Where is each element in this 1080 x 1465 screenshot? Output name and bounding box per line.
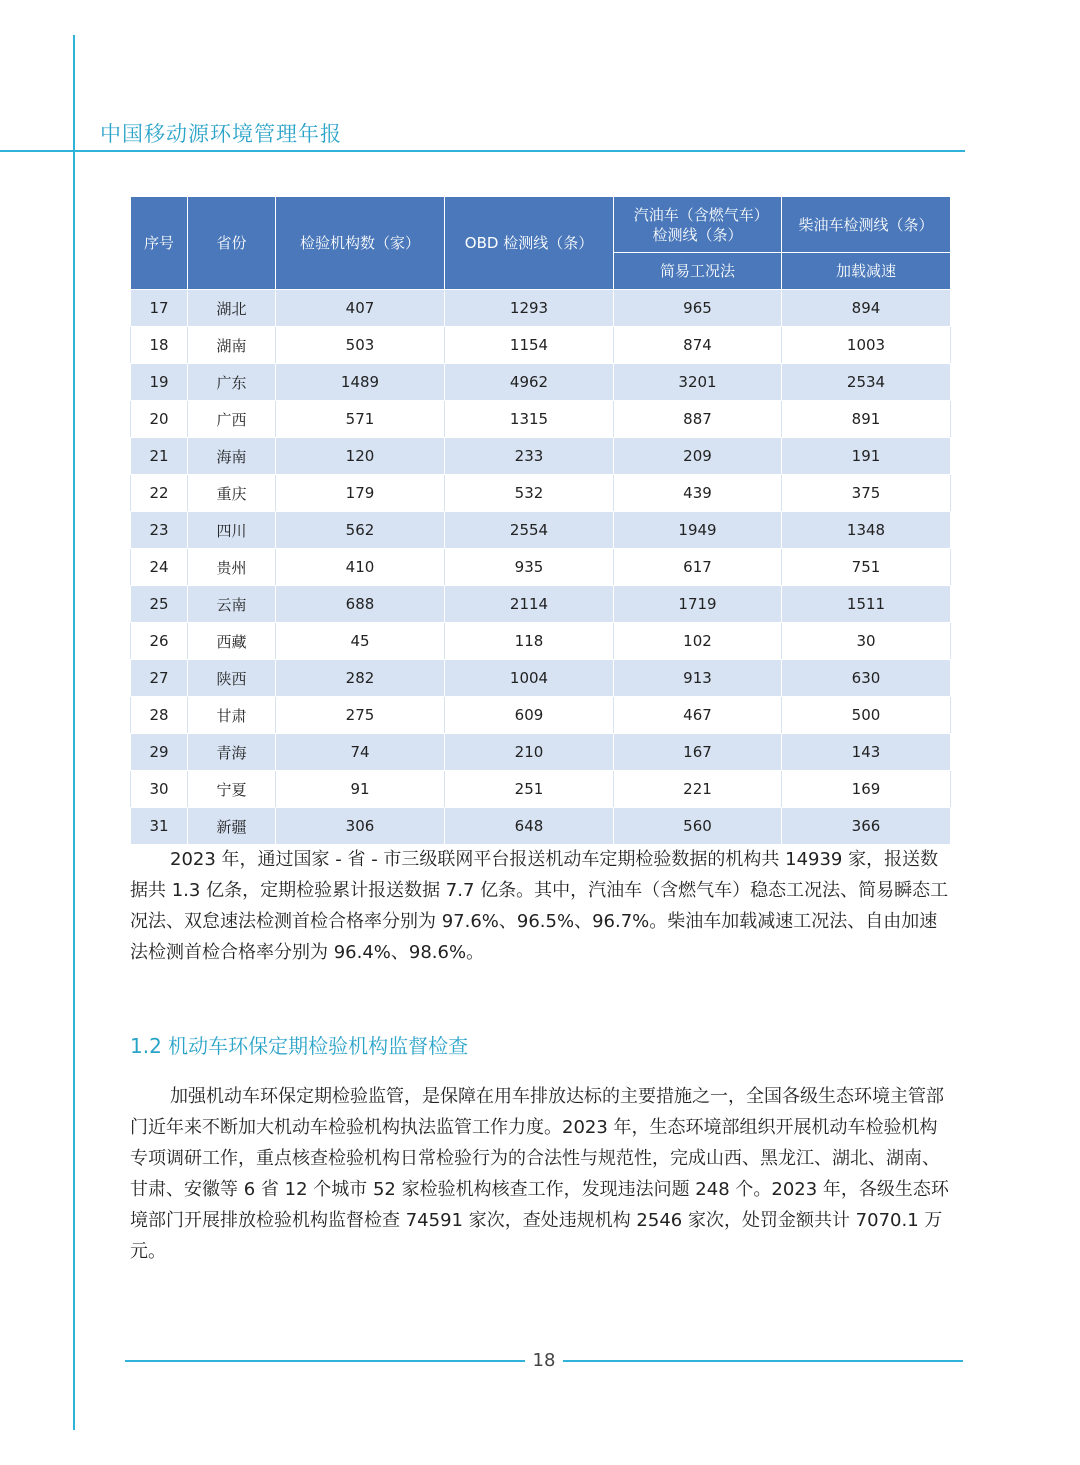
table-row — [131, 734, 951, 771]
cell-gasoline: 439 — [614, 475, 782, 512]
cell-diesel: 1003 — [782, 327, 951, 364]
cell-province: 新疆 — [188, 808, 276, 845]
cell-agencies: 306 — [276, 808, 445, 845]
cell-seq: 31 — [131, 808, 188, 845]
cell-diesel: 169 — [782, 771, 951, 808]
cell-diesel: 191 — [782, 438, 951, 475]
cell-seq: 28 — [131, 697, 188, 734]
cell-seq: 27 — [131, 660, 188, 697]
cell-obd: 118 — [445, 623, 614, 660]
cell-province: 甘肃 — [188, 697, 276, 734]
cell-province: 陕西 — [188, 660, 276, 697]
footer-rule-left — [125, 1360, 525, 1362]
cell-obd: 2554 — [445, 512, 614, 549]
table-row — [131, 808, 951, 845]
table-row — [131, 475, 951, 512]
cell-gasoline: 467 — [614, 697, 782, 734]
cell-gasoline: 913 — [614, 660, 782, 697]
cell-gasoline: 102 — [614, 623, 782, 660]
cell-diesel: 366 — [782, 808, 951, 845]
inspection-table — [130, 196, 951, 845]
cell-obd: 233 — [445, 438, 614, 475]
cell-diesel: 143 — [782, 734, 951, 771]
cell-province: 青海 — [188, 734, 276, 771]
cell-seq: 18 — [131, 327, 188, 364]
table-row — [131, 401, 951, 438]
cell-province: 贵州 — [188, 549, 276, 586]
cell-gasoline: 887 — [614, 401, 782, 438]
cell-obd: 532 — [445, 475, 614, 512]
cell-province: 西藏 — [188, 623, 276, 660]
cell-diesel: 891 — [782, 401, 951, 438]
cell-agencies: 1489 — [276, 364, 445, 401]
cell-seq: 25 — [131, 586, 188, 623]
cell-agencies: 562 — [276, 512, 445, 549]
page-number: 18 — [532, 1350, 556, 1371]
cell-obd: 648 — [445, 808, 614, 845]
table-row — [131, 364, 951, 401]
table-row — [131, 586, 951, 623]
cell-province: 湖北 — [188, 290, 276, 327]
cell-seq: 24 — [131, 549, 188, 586]
section-title: 1.2 机动车环保定期检验机构监督检查 — [130, 1034, 469, 1058]
report-title: 中国移动源环境管理年报 — [100, 122, 342, 146]
header-diesel: 柴油车检测线（条） — [782, 197, 951, 253]
cell-seq: 26 — [131, 623, 188, 660]
cell-diesel: 630 — [782, 660, 951, 697]
cell-obd: 935 — [445, 549, 614, 586]
cell-province: 四川 — [188, 512, 276, 549]
cell-agencies: 45 — [276, 623, 445, 660]
cell-seq: 22 — [131, 475, 188, 512]
cell-agencies: 275 — [276, 697, 445, 734]
cell-obd: 2114 — [445, 586, 614, 623]
cell-agencies: 91 — [276, 771, 445, 808]
cell-diesel: 1511 — [782, 586, 951, 623]
cell-agencies: 120 — [276, 438, 445, 475]
cell-gasoline: 3201 — [614, 364, 782, 401]
cell-agencies: 571 — [276, 401, 445, 438]
header-diesel-sub: 加载减速 — [782, 253, 951, 290]
cell-obd: 1315 — [445, 401, 614, 438]
cell-obd: 609 — [445, 697, 614, 734]
header-agencies: 检验机构数（家） — [276, 197, 445, 290]
cell-seq: 29 — [131, 734, 188, 771]
table-row — [131, 660, 951, 697]
paragraph-supervision: 加强机动车环保定期检验监管，是保障在用车排放达标的主要措施之一，全国各级生态环境主管部门近年来不断加大机动车检验机构执法监管工作力度。2023 年，生态环境部组织开展机动车检验机构专项调研工作，重点核查检验机构日常检验行为的合法性与规范性，完成山西、黑龙江、湖北、湖南、甘肃、安徽等 6 省 12 个城市 52 家检验机构核查工作，发现违法问题 248 个。2023 年，各级生态环境部门开展排放检验机构监督检查 74591 家次，查处违规机构 2546 家次，处罚金额共计 7070.1 万元。 — [130, 1086, 949, 1262]
cell-agencies: 74 — [276, 734, 445, 771]
table-row — [131, 623, 951, 660]
cell-agencies: 407 — [276, 290, 445, 327]
cell-agencies: 179 — [276, 475, 445, 512]
cell-agencies: 410 — [276, 549, 445, 586]
table-row — [131, 512, 951, 549]
cell-province: 湖南 — [188, 327, 276, 364]
table-row — [131, 697, 951, 734]
paragraph-summary: 2023 年，通过国家 - 省 - 市三级联网平台报送机动车定期检验数据的机构共 14939 家，报送数据共 1.3 亿条，定期检验累计报送数据 7.7 亿条。其中，汽油车（含燃气车）稳态工况法、简易瞬态工况法、双怠速法检测首检合格率分别为 97.6%、96.5%、96.7%。柴油车加载减速工况法、自由加速法检测首检合格率分别为 96.4%、98.6%。 — [130, 849, 949, 963]
cell-obd: 251 — [445, 771, 614, 808]
table-row — [131, 549, 951, 586]
cell-diesel: 1348 — [782, 512, 951, 549]
cell-obd: 210 — [445, 734, 614, 771]
cell-gasoline: 560 — [614, 808, 782, 845]
header-province: 省份 — [188, 197, 276, 290]
cell-seq: 17 — [131, 290, 188, 327]
cell-diesel: 751 — [782, 549, 951, 586]
cell-province: 海南 — [188, 438, 276, 475]
cell-obd: 1154 — [445, 327, 614, 364]
cell-province: 宁夏 — [188, 771, 276, 808]
cell-diesel: 894 — [782, 290, 951, 327]
cell-obd: 4962 — [445, 364, 614, 401]
cell-obd: 1293 — [445, 290, 614, 327]
cell-gasoline: 874 — [614, 327, 782, 364]
cell-agencies: 282 — [276, 660, 445, 697]
table-row — [131, 438, 951, 475]
cell-diesel: 500 — [782, 697, 951, 734]
cell-province: 广东 — [188, 364, 276, 401]
table-row — [131, 290, 951, 327]
cell-agencies: 503 — [276, 327, 445, 364]
cell-gasoline: 965 — [614, 290, 782, 327]
cell-seq: 30 — [131, 771, 188, 808]
cell-seq: 21 — [131, 438, 188, 475]
cell-gasoline: 1719 — [614, 586, 782, 623]
cell-gasoline: 221 — [614, 771, 782, 808]
cell-province: 广西 — [188, 401, 276, 438]
left-vertical-rule — [73, 35, 75, 1430]
cell-gasoline: 617 — [614, 549, 782, 586]
cell-province: 重庆 — [188, 475, 276, 512]
header-rule — [0, 150, 965, 152]
cell-gasoline: 209 — [614, 438, 782, 475]
cell-gasoline: 1949 — [614, 512, 782, 549]
header-obd: OBD 检测线（条） — [445, 197, 614, 290]
cell-seq: 19 — [131, 364, 188, 401]
cell-diesel: 30 — [782, 623, 951, 660]
cell-diesel: 2534 — [782, 364, 951, 401]
cell-seq: 20 — [131, 401, 188, 438]
table-body — [131, 290, 951, 845]
header-gasoline-sub: 简易工况法 — [614, 253, 782, 290]
footer-rule-right — [563, 1360, 963, 1362]
cell-diesel: 375 — [782, 475, 951, 512]
cell-obd: 1004 — [445, 660, 614, 697]
header-seq: 序号 — [131, 197, 188, 290]
header-gasoline: 汽油车（含燃气车）检测线（条） — [614, 197, 782, 253]
cell-seq: 23 — [131, 512, 188, 549]
table-row — [131, 771, 951, 808]
cell-gasoline: 167 — [614, 734, 782, 771]
cell-province: 云南 — [188, 586, 276, 623]
cell-agencies: 688 — [276, 586, 445, 623]
table-row — [131, 327, 951, 364]
